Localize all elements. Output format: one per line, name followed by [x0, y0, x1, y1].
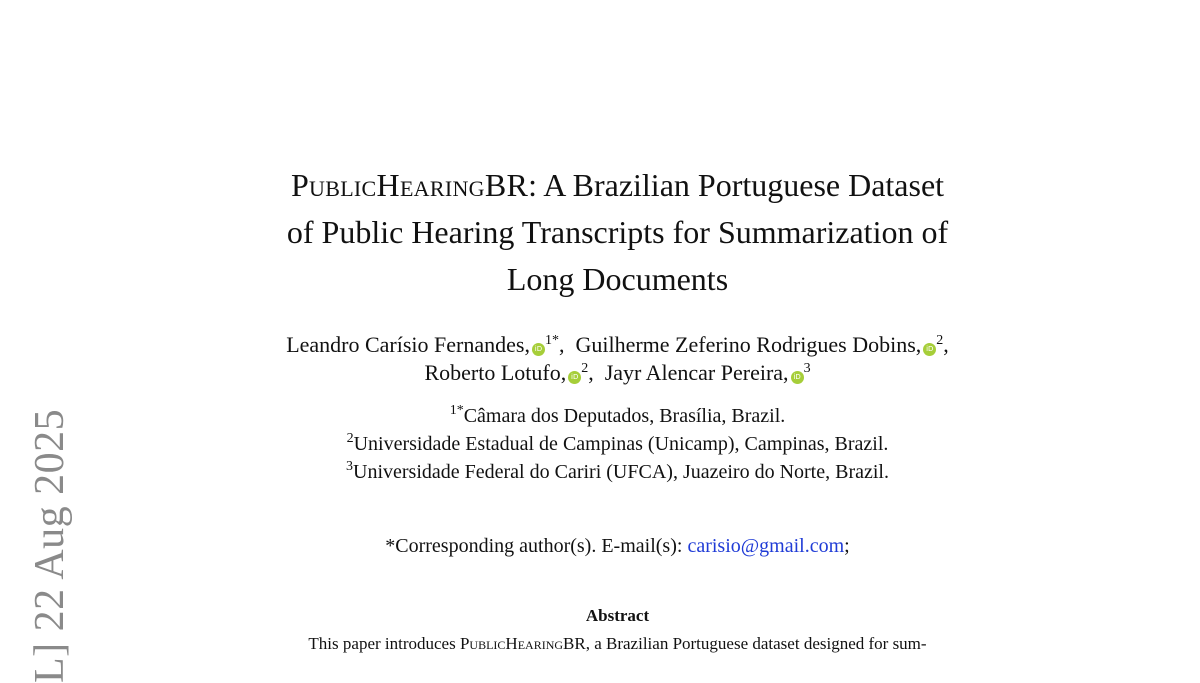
- orcid-icon[interactable]: iD: [532, 343, 545, 356]
- author-name: Leandro Carísio Fernandes,: [286, 332, 530, 357]
- affiliation-item: [200, 458, 1035, 486]
- affiliation-text: Câmara dos Deputados, Brasília, Brazil.: [463, 405, 786, 427]
- email-link[interactable]: carisio@gmail.com: [687, 535, 845, 557]
- affiliation-sup: 1*: [449, 403, 464, 418]
- paper-title: [200, 162, 1035, 303]
- title-line2: of Public Hearing Transcripts for Summarization of: [286, 214, 949, 250]
- orcid-icon[interactable]: iD: [923, 343, 936, 356]
- author-sup: 3: [803, 361, 811, 376]
- corresponding-author-line: [200, 533, 1035, 559]
- affiliation-sup: 3: [346, 459, 354, 474]
- affiliation-text: Universidade Federal do Cariri (UFCA), Juazeiro do Norte, Brazil.: [353, 461, 889, 483]
- affiliation-sup: 2: [346, 431, 354, 446]
- orcid-icon[interactable]: iD: [568, 371, 581, 384]
- author-sup: 2: [581, 361, 589, 376]
- arxiv-stamp-text: L] 22 Aug 2025: [27, 408, 73, 683]
- abstract-text: [200, 633, 1035, 655]
- orcid-icon[interactable]: iD: [791, 371, 804, 384]
- abstract-first-line-post: , a Brazilian Portuguese dataset designed for sum-: [585, 634, 927, 653]
- corresponding-suffix: ;: [844, 535, 850, 557]
- title-line1-rest: : A Brazilian Portuguese Dataset: [528, 167, 945, 203]
- author-sup: 1*: [544, 333, 559, 348]
- title-dataset-name: PublicHearingBR: [290, 167, 529, 203]
- affiliation-text: Universidade Estadual de Campinas (Unicamp), Campinas, Brazil.: [353, 433, 889, 455]
- affiliation-list: [200, 402, 1035, 486]
- affiliation-item: [200, 430, 1035, 458]
- author-name: Jayr Alencar Pereira,: [604, 360, 789, 385]
- abstract-first-line-pre: This paper introduces: [308, 634, 460, 653]
- abstract-heading: Abstract: [585, 606, 650, 625]
- affiliation-item: [200, 402, 1035, 430]
- author-sup: 2: [936, 333, 944, 348]
- abstract-dataset-name: PublicHearingBR: [459, 634, 586, 653]
- author-list: [200, 331, 1035, 387]
- author-name: Guilherme Zeferino Rodrigues Dobins,: [575, 332, 922, 357]
- author-sep: ,: [943, 332, 949, 357]
- corresponding-prefix: *Corresponding author(s). E-mail(s):: [385, 535, 688, 557]
- author-sep: ,: [588, 360, 594, 385]
- author-name: Roberto Lotufo,: [424, 360, 567, 385]
- title-line3: Long Documents: [506, 261, 729, 297]
- author-sep: ,: [558, 332, 565, 357]
